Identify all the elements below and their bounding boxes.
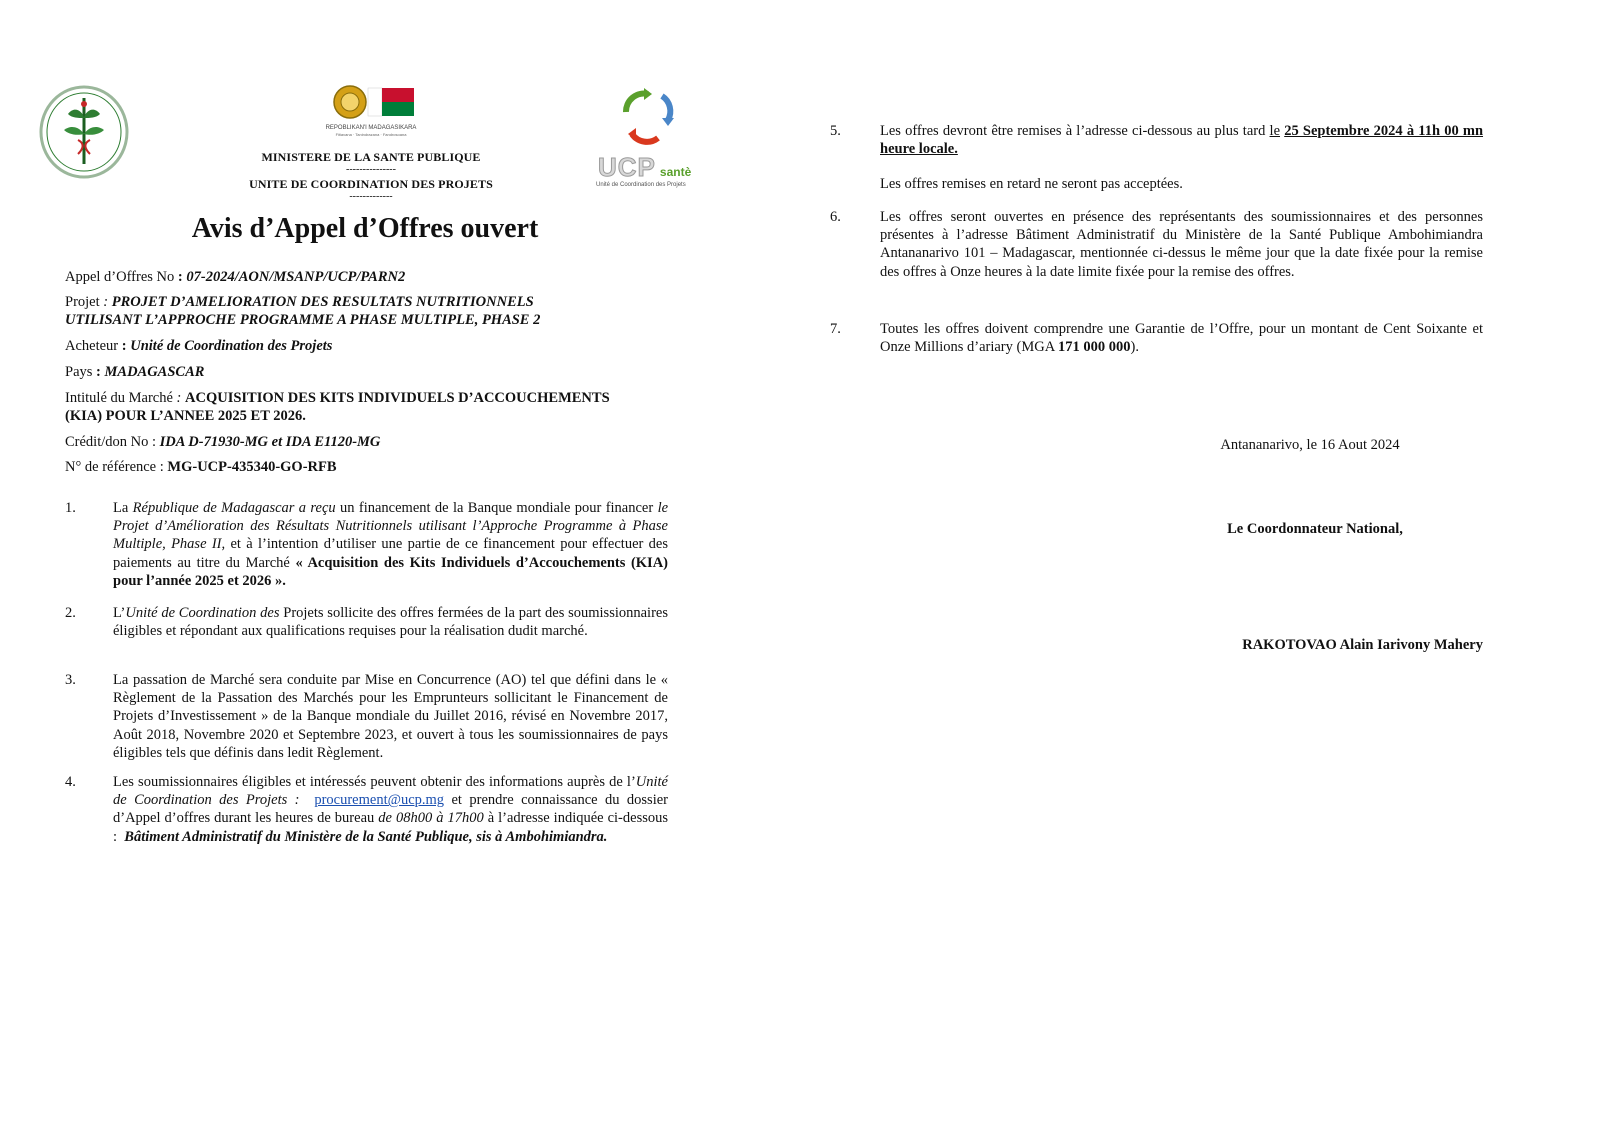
reference-label: N° de référence xyxy=(65,459,157,475)
credit-label: Crédit/don No xyxy=(65,434,149,450)
page-title: Avis d’Appel d’Offres ouvert xyxy=(191,213,539,244)
item-5-paragraph: Les offres devront être remises à l’adresse ci-dessous au plus tard le 25 Septembre 2024 à 11h 00 mn heure locale. xyxy=(880,123,1484,158)
item-1-paragraph: La République de Madagascar a reçu un financement de la Banque mondiale pour financer le Projet d’Amélioration des Résultats Nutritionnels utilisant l’Approche Programme à Phase Multiple, Phase II, et à l’intention d’utiliser une partie de ce financement pour effectuer des paiements au titre du Marché « Acquisition des Kits Individuels d’Accouchements (KIA) pour l’année 2025 et 2026 ». xyxy=(113,500,669,589)
item-number: 6. xyxy=(830,209,841,225)
credit-line: Crédit/don No : IDA D-71930-MG et IDA E1120-MG xyxy=(65,434,381,450)
procurement-email-link[interactable]: procurement@ucp.mg xyxy=(314,792,445,809)
country-value: MADAGASCAR xyxy=(104,364,205,380)
market-line: Intitulé du Marché : ACQUISITION DES KITS INDIVIDUELS D’ACCOUCHEMENTS (KIA) POUR L’ANNEE 2025 ET 2026. xyxy=(65,390,610,424)
item-number: 1. xyxy=(65,500,76,516)
ucp-sante-logo xyxy=(596,82,714,198)
buyer-label: Acheteur xyxy=(65,338,119,354)
reference-value: MG-UCP-435340-GO-RFB xyxy=(167,459,337,475)
item-number: 7. xyxy=(830,321,841,337)
item-number: 4. xyxy=(65,774,76,790)
flag-caption: REPOBLIKAN'I MADAGASIKARA xyxy=(325,125,417,131)
tender-number-line: Appel d’Offres No : 07-2024/AON/MSANP/UCP/PARN2 xyxy=(65,269,406,285)
signatory-role: Le Coordonnateur National, xyxy=(1227,521,1403,537)
item-3-paragraph: La passation de Marché sera conduite par Mise en Concurrence (AO) tel que défini dans le « Règlement de la Passation des Marchés pour les Emprunteurs sollicitant le Financement de Projets d’Investissement » de la Banque mondiale du Juillet 2016, révisé en Novembre 2017, Août 2018, Novembre 2020 et Septembre 2023, et ouvert à tous les soumissionnaires de pays éligibles tels que définis dans ledit Règlement. xyxy=(113,672,668,761)
flag-motto: Fitiavana · Tanindrazana · Fandrosoana xyxy=(335,132,407,137)
market-value-cont: (KIA) POUR L’ANNEE 2025 ET 2026. xyxy=(65,408,306,424)
market-label: Intitulé du Marché xyxy=(65,390,173,406)
madagascar-seal-flag-logo xyxy=(316,80,426,137)
header-separator: ------------- xyxy=(349,191,393,202)
unit-name: UNITE DE COORDINATION DES PROJETS xyxy=(249,177,493,191)
project-label: Projet xyxy=(65,294,100,310)
project-value-cont: UTILISANT L’APPROCHE PROGRAMME A PHASE MULTIPLE, PHASE 2 xyxy=(65,312,541,328)
item-number: 5. xyxy=(830,123,841,139)
tender-label: Appel d’Offres No xyxy=(65,269,175,285)
item-6-paragraph: Les offres seront ouvertes en présence des représentants des soumissionnaires et des personnes présentes à l’adresse Bâtiment Administratif du Ministère de la Santé Publique Ambohimiandra Antananarivo 101 – Madagascar, mentionnée ci-dessus le même jour que la date fixée pour la remise des offres à Onze heures à la date limite fixée pour la remise des offres. xyxy=(880,209,1483,280)
tender-value: 07-2024/AON/MSANP/UCP/PARN2 xyxy=(186,269,406,285)
place-date: Antananarivo, le 16 Aout 2024 xyxy=(1220,437,1400,453)
item-number: 3. xyxy=(65,672,76,688)
ministry-health-logo xyxy=(38,84,130,180)
credit-value: IDA D-71930-MG et IDA E1120-MG xyxy=(159,434,381,450)
item-number: 2. xyxy=(65,605,76,621)
buyer-line: Acheteur : Unité de Coordination des Projets xyxy=(65,338,333,354)
ucp-logo-sub: santè xyxy=(659,165,692,179)
item-4-paragraph: Les soumissionnaires éligibles et intéressés peuvent obtenir des informations auprès de l’Unité de Coordination des Projets : procurement@ucp.mg et prendre connaissance du dossier d’Appel d’offres durant les heures de bureau de 08h00 à 17h00 à l’adresse indiquée ci-dessous : Bâtiment Administratif du Ministère de la Santé Publique, sis à Ambohimiandra. xyxy=(113,774,668,845)
market-value: ACQUISITION DES KITS INDIVIDUELS D’ACCOUCHEMENTS xyxy=(185,390,610,406)
ministry-name: MINISTERE DE LA SANTE PUBLIQUE xyxy=(261,150,481,164)
project-line: Projet : PROJET D’AMELIORATION DES RESULTATS NUTRITIONNELS UTILISANT L’APPROCHE PROGRAMME A PHASE MULTIPLE, PHASE 2 xyxy=(65,294,541,328)
item-2-paragraph: L’Unité de Coordination des Projets sollicite des offres fermées de la part des soumissionnaires éligibles et répondant aux qualifications requises pour la réalisation dudit marché. xyxy=(113,605,668,640)
reference-line: N° de référence : MG-UCP-435340-GO-RFB xyxy=(65,459,337,475)
ucp-logo-caption: Unité de Coordination des Projets xyxy=(596,182,686,188)
project-value: PROJET D’AMELIORATION DES RESULTATS NUTRITIONNELS xyxy=(111,294,534,310)
item-7-paragraph: Toutes les offres doivent comprendre une Garantie de l’Offre, pour un montant de Cent Soixante et Onze Millions d’ariary (MGA 171 000 000). xyxy=(880,321,1483,356)
signatory-name: RAKOTOVAO Alain Iarivony Mahery xyxy=(1242,637,1483,653)
country-label: Pays xyxy=(65,364,93,380)
country-line: Pays : MADAGASCAR xyxy=(65,364,205,380)
header-separator: --------------- xyxy=(346,164,396,175)
ucp-logo-text: UCP xyxy=(598,152,656,182)
late-offers-note: Les offres remises en retard ne seront pas acceptées. xyxy=(880,176,1183,192)
buyer-value: Unité de Coordination des Projets xyxy=(130,338,333,354)
